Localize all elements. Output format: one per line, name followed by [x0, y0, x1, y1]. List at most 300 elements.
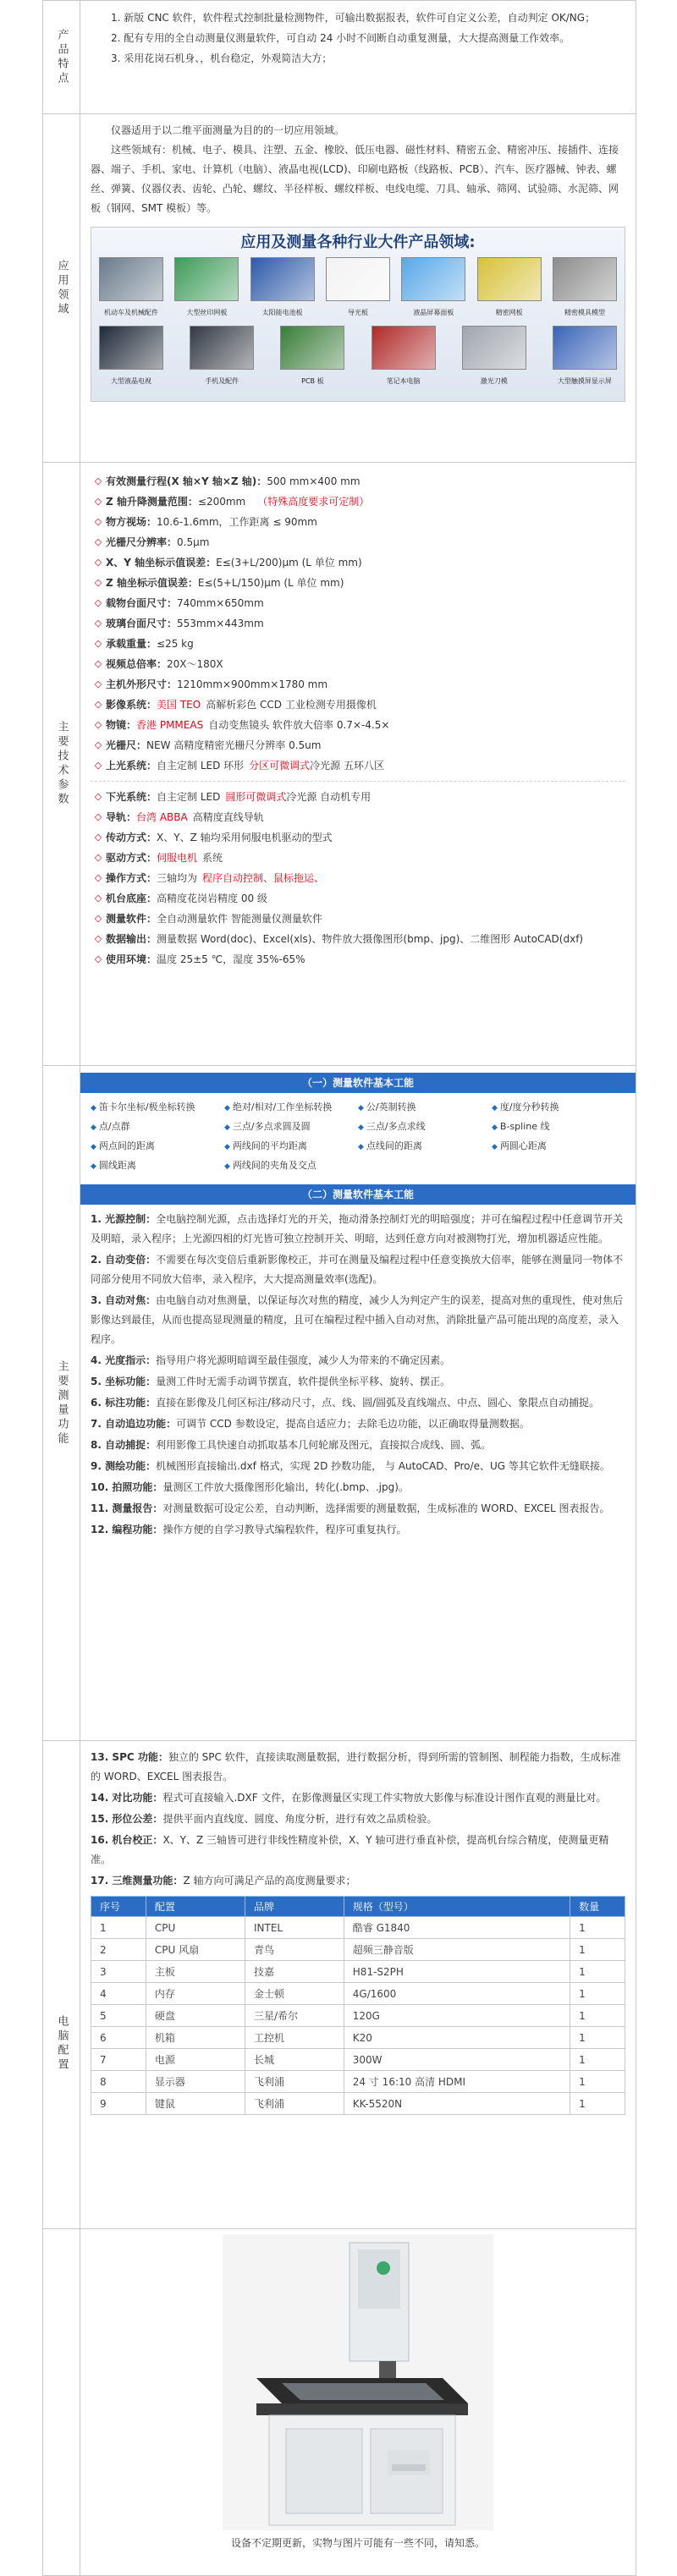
- spec-text: [106, 715, 625, 735]
- function-title: 17. 三维测量功能：: [91, 1875, 184, 1887]
- spec-row: [91, 868, 625, 888]
- computer-section: [42, 1741, 636, 2229]
- spec-key: Z 轴升降测量范围：: [106, 496, 198, 508]
- table-cell: 硬盘: [146, 2005, 245, 2027]
- function-title: 5. 坐标功能：: [91, 1376, 157, 1387]
- spec-value: 测量数据 Word(doc)、Excel(xls)、物件放大摄像图形(bmp、jpg)、二维图形 AutoCAD(dxf): [157, 933, 584, 945]
- diamond-icon: ◇: [94, 811, 102, 822]
- computer-label: 电脑配置: [43, 1741, 80, 2228]
- tv-icon: [99, 326, 163, 370]
- basic-function-item: ◆ 两圆心距离: [492, 1137, 625, 1156]
- function-paragraph: [91, 1351, 625, 1370]
- measuring-machine-image: [223, 2234, 493, 2530]
- table-cell: 9: [91, 2093, 146, 2115]
- function-paragraph: [91, 1810, 625, 1829]
- table-cell: 技嘉: [245, 1961, 344, 1983]
- function-desc: Z 轴方向可满足产品的高度测量要求；: [183, 1875, 356, 1887]
- photo-body: [80, 2229, 636, 2575]
- table-cell: 8: [91, 2071, 146, 2093]
- table-cell: 1: [570, 2093, 625, 2115]
- function-paragraph: [91, 1457, 625, 1476]
- table-row: [91, 2027, 625, 2049]
- table-cell: CPU 风扇: [146, 1939, 245, 1961]
- spec-value-2: 自动变焦镜头 软件放大倍率 0.7×-4.5×: [208, 719, 390, 731]
- spec-value: 1210mm×900mm×1780 mm: [177, 678, 328, 690]
- phone-icon: [190, 326, 254, 370]
- gallery-item: [325, 257, 391, 322]
- spec-text: [106, 755, 625, 776]
- functions-body: [80, 1066, 636, 1740]
- gallery-item: [98, 326, 164, 391]
- basic-function-item: ◆ 度/度分秒转换: [492, 1098, 625, 1118]
- table-row: [91, 2005, 625, 2027]
- diamond-icon: ◇: [94, 791, 102, 802]
- table-cell: 主板: [146, 1961, 245, 1983]
- gallery-caption: 笔记本电脑: [386, 377, 421, 385]
- spec-row: [91, 674, 625, 695]
- table-cell: 显示器: [146, 2071, 245, 2093]
- spec-text: [106, 674, 625, 695]
- pcb-icon: [280, 326, 344, 370]
- spec-note: （特殊高度要求可定制）: [257, 496, 370, 508]
- touch-display-icon: [553, 326, 617, 370]
- table-header-row: [91, 1897, 625, 1917]
- gallery-caption: 液晶屏幕面板: [413, 309, 454, 316]
- spec-text: [106, 654, 625, 674]
- gallery-item: [173, 257, 239, 322]
- spec-row: [91, 532, 625, 552]
- table-cell: 120G: [344, 2005, 570, 2027]
- diamond-icon: ◇: [94, 475, 102, 486]
- spec-value: 高精度花岗岩精度 00 级: [157, 893, 267, 904]
- spec-row: [91, 593, 625, 613]
- spec-value: 美国 TEO: [157, 699, 201, 711]
- spec-value: 伺服电机: [157, 852, 198, 864]
- features-section: [42, 0, 636, 114]
- spec-row: [91, 695, 625, 715]
- table-cell: 三星/希尔: [245, 2005, 344, 2027]
- screen-plate-icon: [174, 257, 239, 301]
- diamond-icon: ◇: [94, 719, 102, 730]
- gallery-item: [250, 257, 316, 322]
- spec-value-3: 冷光源 五环八区: [310, 760, 384, 772]
- spec-text: [106, 471, 625, 492]
- diamond-icon: ◇: [94, 618, 102, 629]
- function-desc: 不需要在每次变倍后重新影像校正，并可在测量及编程过程中任意变换放大倍率，能够在测量同一物体不同部分使用不同放大倍率，录入程序，大大提高测量效率(选配)。: [91, 1254, 624, 1285]
- function-title: 6. 标注功能：: [91, 1397, 157, 1409]
- diamond-icon: ◇: [94, 597, 102, 608]
- spec-key: 使用环境：: [106, 953, 157, 965]
- function-paragraph: [91, 1748, 625, 1787]
- spec-value: 0.5μm: [177, 536, 210, 548]
- function-desc: X、Y、Z 三轴皆可进行非线性精度补偿，X、Y 轴可进行垂直补偿，提高机台综合精度，使测量更精准。: [91, 1834, 609, 1865]
- table-cell: K20: [344, 2027, 570, 2049]
- spec-key: 数据输出：: [106, 933, 157, 945]
- computer-config-table: [91, 1896, 625, 2115]
- table-cell: 6: [91, 2027, 146, 2049]
- function-paragraph: [91, 1372, 625, 1392]
- table-cell: 超频三静音版: [344, 1939, 570, 1961]
- gallery-row: [98, 326, 618, 391]
- spec-value: 自主定制 LED: [157, 791, 221, 803]
- diamond-icon: ◇: [94, 953, 102, 964]
- laptop-icon: [372, 326, 436, 370]
- diamond-icon: ◇: [94, 913, 102, 924]
- functions-label: 主要测量功能: [43, 1066, 80, 1740]
- function-title: 13. SPC 功能：: [91, 1751, 168, 1763]
- diamond-icon: ◇: [94, 496, 102, 507]
- spec-key: 物镜：: [106, 719, 137, 731]
- spec-key: 主机外形尺寸：: [106, 678, 178, 690]
- function-paragraph: [91, 1831, 625, 1870]
- table-cell: 1: [570, 1939, 625, 1961]
- table-cell: 1: [91, 1917, 146, 1939]
- table-cell: 4: [91, 1983, 146, 2005]
- spec-value-2: 圆形可微调式: [225, 791, 287, 803]
- gallery-caption: 大型液晶电视: [111, 377, 151, 385]
- function-paragraph: [91, 1499, 625, 1519]
- spec-value: ≤200mm: [197, 496, 246, 508]
- function-desc: 由电脑自动对焦测量，以保证每次对焦的精度，减少人为判定产生的误差，提高对焦的重现性，使对焦后影像达到最佳，从而也提高显现测量的精度，且可在编程过程中插入自动对焦，消除批量产品可能出现的高度差，录入程序。: [91, 1294, 624, 1345]
- table-cell: 飞利浦: [245, 2071, 344, 2093]
- table-cell: 电源: [146, 2049, 245, 2071]
- table-cell: 5: [91, 2005, 146, 2027]
- spec-key: X、Y 轴坐标示值误差：: [106, 557, 217, 568]
- function-title: 14. 对比功能：: [91, 1792, 163, 1804]
- table-cell: 1: [570, 2027, 625, 2049]
- function-desc: 量测区工件放大摄像图形化输出，转化(.bmp、.jpg)。: [162, 1481, 409, 1493]
- function-desc: 独立的 SPC 软件，直接读取测量数据，进行数据分析，得到所需的管制图、制程能力指数，生成标准的 WORD、EXCEL 图表报告。: [91, 1751, 621, 1782]
- spec-text: [106, 695, 625, 715]
- gallery-caption: PCB 板: [301, 377, 324, 385]
- table-cell: 7: [91, 2049, 146, 2071]
- table-cell: 1: [570, 1983, 625, 2005]
- spec-value: 台湾 ABBA: [136, 811, 188, 823]
- diamond-icon: ◇: [94, 557, 102, 568]
- spec-row: [91, 634, 625, 654]
- spec-row: [91, 755, 625, 776]
- function-title: 12. 编程功能：: [91, 1524, 163, 1535]
- spec-value-2: 分区可微调式: [249, 760, 311, 772]
- spec-text: [106, 532, 625, 552]
- function-desc: 程式可直接输入.DXF 文件，在影像测量区实现工件实物放大影像与标准设计图作直观的测量比对。: [162, 1792, 607, 1804]
- gallery-item: [552, 326, 618, 391]
- spec-value: NEW 高精度精密光栅尺分辨率 0.5um: [146, 739, 322, 751]
- function-paragraph: [91, 1414, 625, 1434]
- gallery-item: [279, 326, 345, 391]
- basic-function-item: ◆ B-spline 线: [492, 1118, 625, 1137]
- gallery-item: [371, 326, 437, 391]
- spec-text: [106, 929, 625, 949]
- function-paragraph: [91, 1436, 625, 1455]
- gallery-caption: 导光板: [347, 309, 368, 316]
- function-list: [91, 1210, 625, 1540]
- spec-key: 视频总倍率：: [106, 658, 168, 670]
- function-desc: 量测工件时无需手动调节摆直，软件提供坐标平移、旋转、摆正。: [156, 1376, 451, 1387]
- diamond-icon: ◇: [94, 678, 102, 689]
- spec-row: [91, 949, 625, 969]
- function-title: 8. 自动捕捉：: [91, 1439, 157, 1451]
- gallery-title: 应用及测量各种行业大件产品领域:: [240, 233, 476, 251]
- basic-function-item: ◆ 点/点群: [91, 1118, 224, 1137]
- advanced-functions-bar: （二）测量软件基本工能: [80, 1184, 636, 1205]
- feature-item-3: 3. 采用花岗石机身、，机台稳定，外观简洁大方；: [111, 52, 333, 64]
- spec-text: [106, 807, 625, 827]
- function-title: 3. 自动对焦：: [91, 1294, 157, 1306]
- function-desc: 可调节 CCD 参数设定，提高自适应力；去除毛边功能，以正确取得量测数据。: [176, 1418, 530, 1430]
- function-desc: 全电脑控制光源，点击选择灯光的开关，拖动滑条控制灯光的明暗强度；并可在编程过程中任意调节开关及明暗，录入程序；上光源四相的灯光皆可独立控制开关、明暗，达到任意方向对被测物打光，增加机器适应性能。: [91, 1213, 624, 1244]
- function-desc: 机械图形直接输出.dxf 格式，实现 2D 抄数功能， 与 AutoCAD、Pro/e、UG 等其它软件无缝联接。: [156, 1460, 610, 1472]
- spec-row: [91, 827, 625, 848]
- gallery-caption: 精密网板: [495, 309, 523, 316]
- basic-functions-bar: （一）测量软件基本工能: [80, 1073, 636, 1093]
- spec-value: ≤25 kg: [157, 638, 194, 650]
- spec-value: 740mm×650mm: [177, 597, 264, 609]
- function-desc: 直接在影像及几何区标注/移动尺寸，点、线、圆/圆弧及直线端点、中点、圆心、象限点自动捕捉。: [156, 1397, 600, 1409]
- spec-key: 有效测量行程(X 轴×Y 轴×Z 轴)：: [106, 475, 267, 487]
- spec-value: 20X～180X: [167, 658, 223, 670]
- spec-text: [106, 827, 625, 848]
- spec-value: 自主定制 LED 环形: [157, 760, 245, 772]
- spec-key: 导轨：: [106, 811, 137, 823]
- spec-row: [91, 929, 625, 949]
- function-title: 15. 形位公差：: [91, 1813, 163, 1825]
- specs-label: 主要技术参数: [43, 463, 80, 1065]
- spec-value-2: 程序自动控制、鼠标拖运、: [202, 872, 325, 884]
- gallery-item: [98, 257, 164, 322]
- spec-value: X、Y、Z 轴均采用伺服电机驱动的型式: [157, 832, 333, 843]
- spec-key: 承载重量：: [106, 638, 157, 650]
- gallery-item: [400, 257, 466, 322]
- spec-row: [91, 552, 625, 573]
- spec-text: [106, 593, 625, 613]
- table-cell: 1: [570, 2049, 625, 2071]
- diamond-icon: ◇: [94, 638, 102, 649]
- function-desc: 操作方便的自学习教导式编程软件，程序可重复执行。: [162, 1524, 407, 1535]
- spec-key: 玻璃台面尺寸：: [106, 618, 178, 629]
- spec-value-2: 系统: [202, 852, 223, 864]
- function-desc: 指导用户将光源明暗调至最佳强度，减少人为带来的不确定因素。: [156, 1354, 451, 1366]
- spec-row: [91, 848, 625, 868]
- table-cell: 青鸟: [245, 1939, 344, 1961]
- gallery-caption: 大型丝印网板: [186, 309, 228, 316]
- feature-item-2: 2. 配有专用的全自动测量仪测量软件，可自动 24 小时不间断自动重复测量，大大提高测量工作效率。: [111, 32, 570, 44]
- diamond-icon: ◇: [94, 760, 102, 771]
- function-paragraph: [91, 1250, 625, 1289]
- spec-value: 全自动测量软件 智能测量仪测量软件: [157, 913, 322, 925]
- diamond-icon: ◇: [94, 516, 102, 527]
- basic-function-item: ◆ 圆线距离: [91, 1156, 224, 1176]
- spec-row: [91, 888, 625, 909]
- extra-function-list: [91, 1748, 625, 1891]
- table-header-cell: 序号: [91, 1897, 146, 1917]
- table-row: [91, 2093, 625, 2115]
- spec-key: 光栅尺：: [106, 739, 147, 751]
- diamond-icon: ◇: [94, 658, 102, 669]
- diamond-icon: ◇: [94, 893, 102, 904]
- function-paragraph: [91, 1871, 625, 1891]
- function-paragraph: [91, 1788, 625, 1808]
- function-paragraph: [91, 1291, 625, 1349]
- photo-label: [43, 2229, 80, 2575]
- spec-text: [106, 909, 625, 929]
- spec-key: 物方视场：: [106, 516, 157, 528]
- table-cell: 3: [91, 1961, 146, 1983]
- table-cell: CPU: [146, 1917, 245, 1939]
- specs-body: [80, 463, 636, 1065]
- spec-row: [91, 471, 625, 492]
- features-body: [80, 1, 636, 113]
- table-cell: 1: [570, 1961, 625, 1983]
- computer-body: [80, 1741, 636, 2228]
- table-row: [91, 2071, 625, 2093]
- spec-row: [91, 735, 625, 755]
- spec-key: 下光系统：: [106, 791, 157, 803]
- basic-function-item: ◆ 两点间的距离: [91, 1137, 224, 1156]
- spec-text: [106, 634, 625, 654]
- table-cell: 300W: [344, 2049, 570, 2071]
- spec-value: 三轴均为: [157, 872, 198, 884]
- spec-key: 驱动方式：: [106, 852, 157, 864]
- spec-value: 500 mm×400 mm: [267, 475, 361, 487]
- spec-key: 影像系统：: [106, 699, 157, 711]
- gallery-caption: 机动车及机械配件: [104, 309, 158, 316]
- spec-row: [91, 512, 625, 532]
- function-title: 2. 自动变倍：: [91, 1254, 157, 1266]
- light-guide-icon: [326, 257, 390, 301]
- table-row: [91, 1961, 625, 1983]
- table-header-cell: 数量: [570, 1897, 625, 1917]
- diamond-icon: ◇: [94, 536, 102, 547]
- grid-spacer: [492, 1156, 625, 1176]
- spec-row: [91, 909, 625, 929]
- photo-section: [42, 2229, 636, 2576]
- table-header-cell: 规格（型号）: [344, 1897, 570, 1917]
- spec-text: [106, 492, 625, 512]
- function-title: 16. 机台校正：: [91, 1834, 163, 1846]
- feature-item-1: 1. 新版 CNC 软件，软件程式控制批量检测物件，可输出数据报表，软件可自定义公差，自动判定 OK/NG；: [111, 12, 596, 24]
- spec-value: 香港 PMMEAS: [136, 719, 204, 731]
- table-header-cell: 品牌: [245, 1897, 344, 1917]
- spec-value: 10.6-1.6mm，工作距离 ≤ 90mm: [157, 516, 317, 528]
- spec-text: [106, 949, 625, 969]
- gallery-item: [552, 257, 618, 322]
- table-cell: 机箱: [146, 2027, 245, 2049]
- spec-text: [106, 787, 625, 807]
- table-cell: 24 寸 16:10 高清 HDMI: [344, 2071, 570, 2093]
- gallery-row: [98, 257, 618, 322]
- features-label: 产品特点: [43, 1, 80, 113]
- function-paragraph: [91, 1393, 625, 1413]
- spec-text: [106, 735, 625, 755]
- table-cell: 酷睿 G1840: [344, 1917, 570, 1939]
- function-paragraph: [91, 1210, 625, 1249]
- function-title: 1. 光源控制：: [91, 1213, 157, 1225]
- table-cell: KK-5520N: [344, 2093, 570, 2115]
- diamond-icon: ◇: [94, 872, 102, 883]
- gallery-item: [189, 326, 255, 391]
- spec-row: [91, 654, 625, 674]
- table-row: [91, 1983, 625, 2005]
- specs-section: [42, 463, 636, 1066]
- functions-section: [42, 1066, 636, 1741]
- spec-row: [91, 492, 625, 512]
- function-title: 9. 测绘功能：: [91, 1460, 157, 1472]
- basic-function-item: ◆ 两线间的平均距离: [224, 1137, 358, 1156]
- gallery-item: [461, 326, 527, 391]
- applications-detail: 这些领域有：机械、电子、模具、注塑、五金、橡胶、低压电器、磁性材料、精密五金、精密冲压、接插件、连接器、端子、手机、家电、计算机（电脑）、液晶电视(LCD)、印刷电路板（线路板、PCB）、汽车、医疗器械、钟表、螺丝、弹簧、仪器仪表、齿轮、凸轮、螺纹、半径样板、螺纹样板、电线电缆、刀具、轴承、筛网、试验筛、水泥筛、网板（钢网、SMT 模板）等。: [91, 144, 619, 214]
- spec-text: [106, 848, 625, 868]
- applications-label: 应用领域: [43, 114, 80, 462]
- table-cell: 1: [570, 2005, 625, 2027]
- gallery-caption: 大型触摸屏显示屏: [557, 377, 612, 385]
- gallery-caption: 激光刀模: [480, 377, 508, 385]
- basic-function-item: ◆ 公/英制转换: [358, 1098, 492, 1118]
- spec-value-2: 高解析彩色 CCD 工业检测专用摄像机: [206, 699, 377, 711]
- table-cell: 长城: [245, 2049, 344, 2071]
- diamond-icon: ◇: [94, 933, 102, 944]
- lcd-panel-icon: [401, 257, 465, 301]
- spec-text: [106, 613, 625, 634]
- function-title: 4. 光度指示：: [91, 1354, 157, 1366]
- applications-body: [80, 114, 636, 462]
- spec-row: [91, 807, 625, 827]
- basic-function-item: ◆ 两线间的夹角及交点: [224, 1156, 358, 1176]
- spec-row: [91, 613, 625, 634]
- table-cell: 1: [570, 1917, 625, 1939]
- function-desc: 利用影像工具快速自动抓取基本几何轮廓及图元，直接拟合成线、圆、弧。: [156, 1439, 492, 1451]
- spec-text: [106, 868, 625, 888]
- basic-functions-grid: [91, 1098, 625, 1176]
- table-cell: 飞利浦: [245, 2093, 344, 2115]
- applications-intro: 仪器适用于以二维平面测量为目的的一切应用领域。: [111, 124, 345, 136]
- precision-plate-icon: [477, 257, 542, 301]
- gallery-caption: 太阳能电池板: [261, 309, 303, 316]
- solar-panel-icon: [250, 257, 315, 301]
- function-title: 11. 测量报告：: [91, 1502, 163, 1514]
- laser-die-icon: [462, 326, 526, 370]
- spec-key: 机台底座：: [106, 893, 157, 904]
- spec-key: Z 轴坐标示值误差：: [106, 577, 198, 589]
- spec-key: 上光系统：: [106, 760, 157, 772]
- diamond-icon: ◇: [94, 832, 102, 843]
- basic-function-item: ◆ 绝对/相对/工作坐标转换: [224, 1098, 358, 1118]
- table-cell: 工控机: [245, 2027, 344, 2049]
- applications-gallery: [91, 227, 625, 402]
- table-cell: 4G/1600: [344, 1983, 570, 2005]
- diamond-icon: ◇: [94, 699, 102, 710]
- spec-text: [106, 888, 625, 909]
- spec-text: [106, 512, 625, 532]
- grid-spacer: [358, 1156, 492, 1176]
- spec-value-2: 高精度直线导轨: [192, 811, 264, 823]
- table-row: [91, 2049, 625, 2071]
- spec-row: [91, 715, 625, 735]
- basic-function-item: ◆ 三点/多点求圆及圆: [224, 1118, 358, 1137]
- function-paragraph: [91, 1478, 625, 1497]
- spec-divider: [91, 781, 625, 782]
- function-desc: 提供平面内直线度、圆度、角度分析，进行有效之品质检验。: [162, 1813, 438, 1825]
- spec-row: [91, 573, 625, 593]
- spec-key: 测量软件：: [106, 913, 157, 925]
- table-cell: 键鼠: [146, 2093, 245, 2115]
- table-row: [91, 1939, 625, 1961]
- spec-key: 载物台面尺寸：: [106, 597, 178, 609]
- diamond-icon: ◇: [94, 852, 102, 863]
- spec-row: [91, 787, 625, 807]
- spec-sheet: [42, 0, 636, 2576]
- function-title: 10. 拍照功能：: [91, 1481, 163, 1493]
